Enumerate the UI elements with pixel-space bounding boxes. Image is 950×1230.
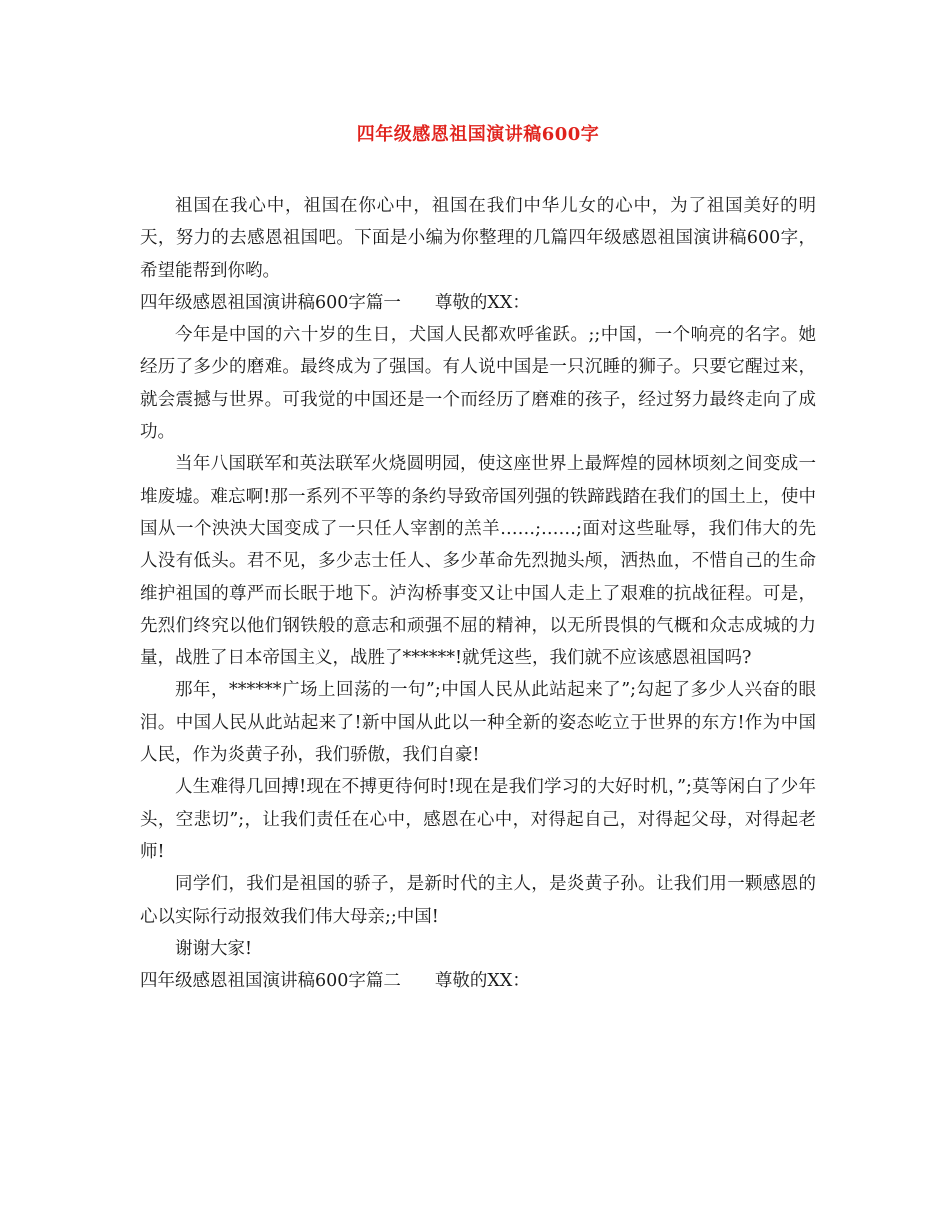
section-title-1: 四年级感恩祖国演讲稿600字篇一 (140, 292, 401, 313)
closing-line: 谢谢大家! (175, 938, 253, 959)
paragraph: 同学们，我们是祖国的骄子，是新时代的主人，是炎黄子孙。让我们用一颗感恩的心以实际行动报效我们伟大母亲;;中国! (140, 874, 816, 927)
paragraph: 那年，******广场上回荡的一句”;中国人民从此站起来了”;勾起了多少人兴奋的眼泪。中国人民从此站起来了!新中国从此以一种全新的姿态屹立于世界的东方!作为中国人民，作为炎黄子孙，我们骄傲，我们自豪! (140, 680, 816, 766)
section-greeting-2: 尊敬的XX： (434, 971, 530, 992)
intro-paragraph: 祖国在我心中，祖国在你心中，祖国在我们中华儿女的心中，为了祖国美好的明天，努力的去感恩祖国吧。下面是小编为你整理的几篇四年级感恩祖国演讲稿600字，希望能帮到你哟。 (140, 196, 816, 281)
paragraph: 今年是中国的六十岁的生日，犬国人民都欢呼雀跃。;;中国，一个响亮的名字。她经历了多少的磨难。最终成为了强国。有人说中国是一只沉睡的狮子。只要它醒过来，就会震撼与世界。可我觉的中国还是一个而经历了磨难的孩子，经过努力最终走向了成功。 (140, 325, 816, 443)
paragraph: 人生难得几回搏!现在不搏更待何时!现在是我们学习的大好时机，”;莫等闲白了少年头，空悲切”;，让我们责任在心中，感恩在心中，对得起自己，对得起父母，对得起老师! (140, 777, 816, 862)
document-title: 四年级感恩祖国演讲稿600字 (356, 124, 600, 145)
section-greeting-1: 尊敬的XX： (434, 292, 530, 313)
section-heading-2 (140, 965, 816, 997)
section-title-2: 四年级感恩祖国演讲稿600字篇二 (140, 971, 401, 992)
section-heading-1 (140, 287, 816, 319)
paragraph: 当年八国联军和英法联军火烧圆明园，使这座世界上最辉煌的园林顷刻之间变成一堆废墟。难忘啊!那一系列不平等的条约导致帝国列强的铁蹄践踏在我们的国土上，使中国从一个泱泱大国变成了一只任人宰割的羔羊……;……;面对这些耻辱，我们伟大的先人没有低头。君不见，多少志士任人、多少革命先烈抛头颅，洒热血，不惜自己的生命维护祖国的尊严而长眠于地下。泸沟桥事变又让中国人走上了艰难的抗战征程。可是，先烈们终究以他们钢铁般的意志和顽强不屈的精神，以无所畏惧的气概和众志成城的力量，战胜了日本帝国主义，战胜了******!就凭这些，我们就不应该感恩祖国吗? (140, 454, 816, 669)
document-body (140, 190, 816, 997)
